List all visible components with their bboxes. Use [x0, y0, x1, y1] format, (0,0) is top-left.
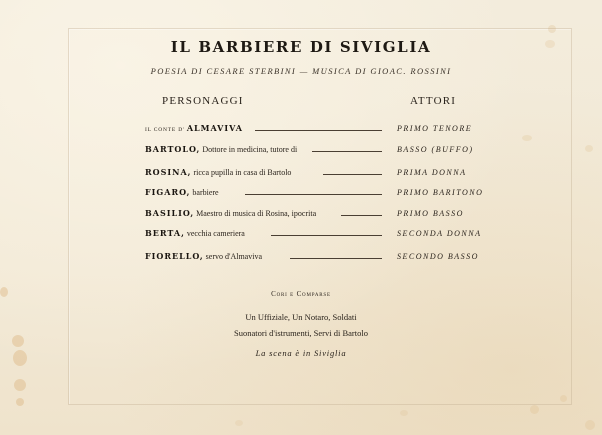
credits-subtitle: POESIA DI CESARE STERBINI — MUSICA DI GIOAC. ROSSINI [150, 66, 452, 76]
page-title: IL BARBIERE DI SIVIGLIA [170, 38, 432, 56]
character-entry [145, 208, 316, 218]
character-entry [145, 167, 291, 177]
foxing-stain [400, 410, 408, 416]
character-name: FIGARO, [145, 187, 191, 197]
dotted-leader-line [290, 258, 382, 259]
character-name: FIORELLO, [145, 251, 204, 261]
foxing-stain [235, 420, 243, 426]
dotted-leader-line [255, 130, 382, 131]
cast-row-fiorello [145, 248, 479, 262]
dotted-leader-line [271, 235, 382, 236]
cast-row-almaviva [145, 120, 475, 134]
character-description: Dottore in medicina, tutore di [202, 145, 298, 154]
character-name: ROSINA, [145, 167, 192, 177]
cast-row-basilio [145, 205, 475, 219]
dotted-leader-line [341, 215, 382, 216]
cast-row-rosina [145, 164, 475, 178]
chorus-heading: Cori e Comparse [271, 290, 331, 298]
actor-role: PRIMO TENORE [397, 124, 473, 133]
character-description: barbiere [192, 188, 219, 197]
foxing-stain [530, 405, 539, 414]
character-name: BASILIO, [145, 208, 195, 218]
foxing-stain [14, 379, 26, 391]
character-description: Maestro di musica di Rosina, ipocrita [196, 209, 317, 218]
chorus-line: Un Uffiziale, Un Notaro, Soldati [245, 312, 357, 322]
actor-role: SECONDA DONNA [397, 229, 482, 238]
actor-role: PRIMA DONNA [397, 168, 467, 177]
foxing-stain [560, 395, 567, 402]
column-header-attori: ATTORI [410, 95, 457, 107]
column-header-personaggi: PERSONAGGI [162, 95, 244, 107]
dotted-leader-line [323, 174, 382, 175]
character-name: BARTOLO, [145, 144, 201, 154]
character-description: vecchia cameriera [186, 229, 245, 238]
character-name: ALMAVIVA [186, 123, 243, 133]
cast-row-figaro [145, 184, 484, 198]
character-entry [145, 228, 245, 238]
actor-role: SECONDO BASSO [397, 252, 479, 261]
character-entry [145, 251, 262, 261]
actor-role: PRIMO BARITONO [397, 188, 484, 197]
character-name: BERTA, [145, 228, 185, 238]
dotted-leader-line [245, 194, 382, 195]
foxing-stain [16, 398, 24, 406]
cast-row-berta [145, 225, 482, 239]
actor-role: BASSO (BUFFO) [397, 145, 474, 154]
character-prefix: IL CONTE D' [145, 127, 185, 133]
character-entry [145, 187, 219, 197]
dotted-leader-line [312, 151, 382, 152]
character-entry [145, 123, 243, 133]
chorus-line: Suonatori d'istrumenti, Servi di Bartolo [234, 328, 368, 338]
scene-setting: La scena è in Siviglia [255, 348, 347, 358]
foxing-stain [585, 420, 595, 430]
foxing-stain [522, 135, 532, 141]
foxing-stain [585, 145, 593, 152]
character-entry [145, 144, 297, 154]
character-description: ricca pupilla in casa di Bartolo [193, 168, 292, 177]
cast-row-bartolo [145, 141, 475, 155]
actor-role: PRIMO BASSO [397, 209, 464, 218]
foxing-stain [548, 25, 556, 33]
character-description: servo d'Almaviva [205, 252, 262, 261]
